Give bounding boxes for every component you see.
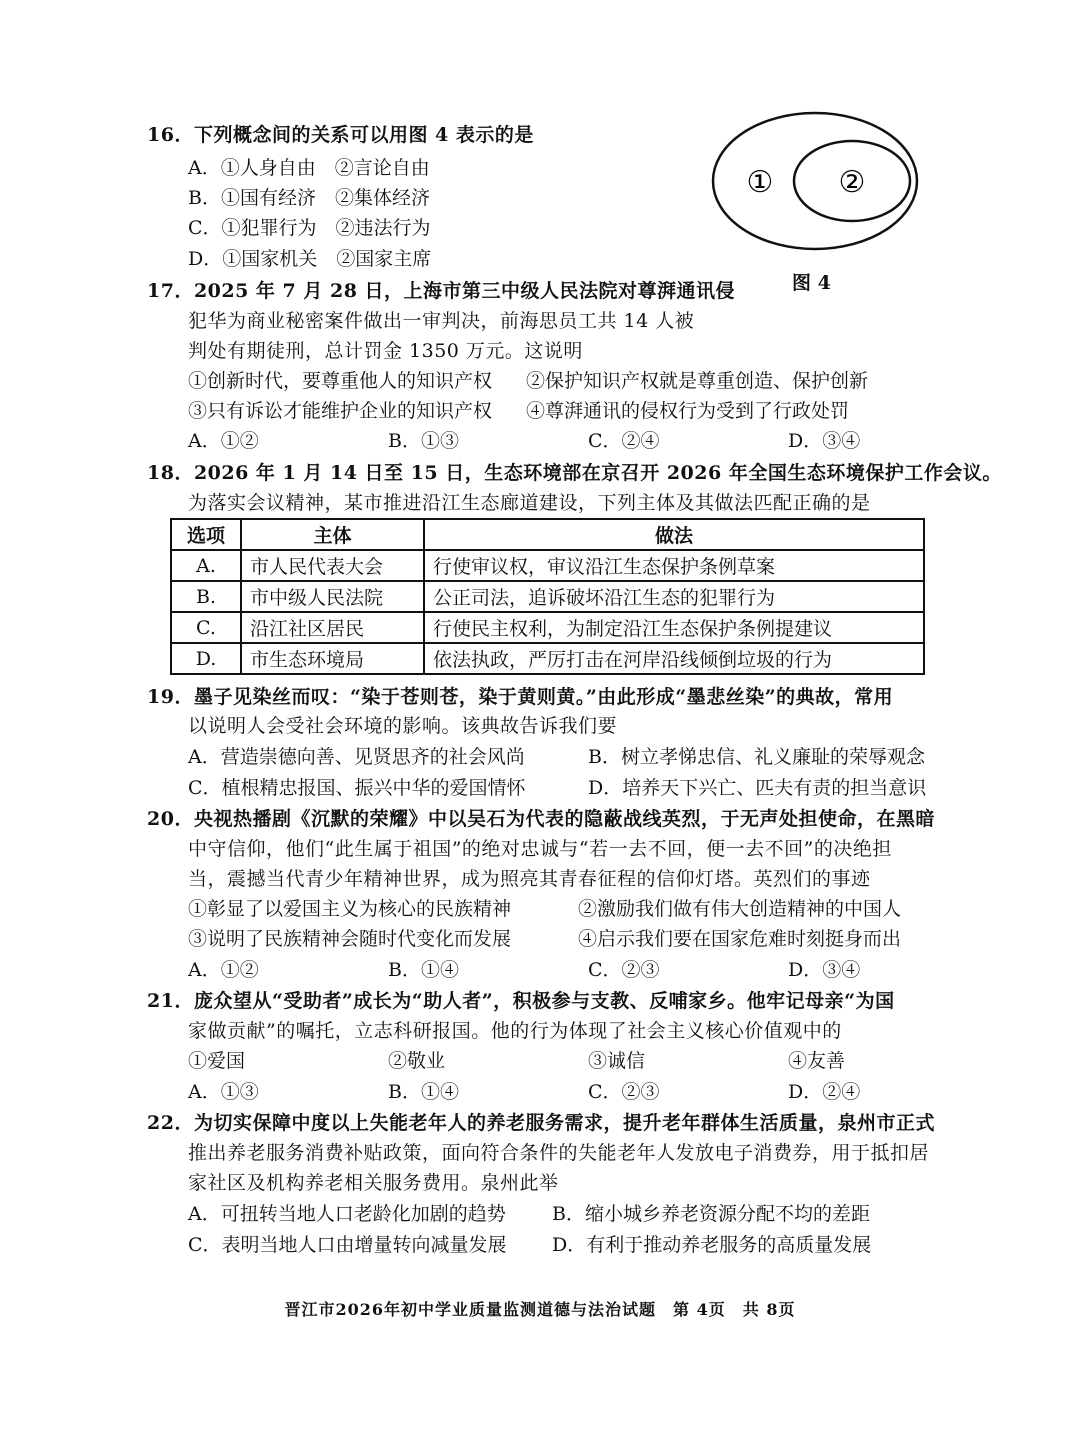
q17-choice-d: D．③④ xyxy=(788,430,861,452)
outer-label: ① xyxy=(746,165,774,200)
q17-choice-b: B．①③ xyxy=(388,430,459,452)
q17-stem-3: 判处有期徒刑，总计罚金 1350 万元。这说明 xyxy=(188,340,583,362)
q21-choice-d: D．②④ xyxy=(788,1081,861,1103)
table-row xyxy=(171,550,924,581)
row-b-practice: 公正司法，追诉破坏沿江生态的犯罪行为 xyxy=(424,581,924,612)
row-c-label: C. xyxy=(171,612,241,643)
row-d-practice: 依法执政，严厉打击在河岸沿线倾倒垃圾的行为 xyxy=(424,643,924,674)
q20-choice-b: B．①④ xyxy=(388,959,459,981)
q20-statement-1: ①彰显了以爱国主义为核心的民族精神 xyxy=(188,898,512,920)
q21-choice-c: C．②③ xyxy=(588,1081,660,1103)
q22-option-d: D．有利于推动养老服务的高质量发展 xyxy=(552,1234,872,1256)
q17-stem-1: 17．2025 年 7 月 28 日，上海市第三中级人民法院对尊湃通讯侵 xyxy=(147,280,736,302)
inner-label: ② xyxy=(838,165,866,200)
q21-choice-b: B．①④ xyxy=(388,1081,459,1103)
q17-choice-a: A．①② xyxy=(188,430,259,452)
q19-stem-2: 以说明人会受社会环境的影响。该典故告诉我们要 xyxy=(188,715,618,737)
q17-choice-c: C．②④ xyxy=(588,430,660,452)
q21-stem-1: 21．庞众望从“受助者”成长为“助人者”，积极参与支教、反哺家乡。他牢记母亲“为国 xyxy=(147,990,895,1012)
q20-stem-3: 当，震撼当代青少年精神世界，成为照亮其青春征程的信仰灯塔。英烈们的事迹 xyxy=(188,868,871,890)
q19-stem-1: 19．墨子见染丝而叹：“染于苍则苍，染于黄则黄。”由此形成“墨悲丝染”的典故，常用 xyxy=(147,686,894,708)
q18-stem-1: 18．2026 年 1 月 14 日至 15 日，生态环境部在京召开 2026 年全国生态环境保护工作会议。 xyxy=(147,462,1002,484)
q21-choice-a: A．①③ xyxy=(188,1081,259,1103)
header-option: 选项 xyxy=(171,519,241,550)
q17-statement-4: ④尊湃通讯的侵权行为受到了行政处罚 xyxy=(526,400,850,422)
q22-option-c: C．表明当地人口由增量转向减量发展 xyxy=(188,1234,507,1256)
outer-ellipse xyxy=(713,113,917,249)
row-c-subject: 沿江社区居民 xyxy=(241,612,424,643)
q20-statement-3: ③说明了民族精神会随时代变化而发展 xyxy=(188,928,512,950)
q17-stem-2: 犯华为商业秘密案件做出一审判决，前海思员工共 14 人被 xyxy=(188,310,695,332)
q18-table xyxy=(170,518,925,675)
q20-choice-d: D．③④ xyxy=(788,959,861,981)
q19-option-c: C．植根精忠报国、振兴中华的爱国情怀 xyxy=(188,777,526,799)
header-subject: 主体 xyxy=(241,519,424,550)
q20-stem-2: 中守信仰，他们“此生属于祖国”的绝对忠诚与“若一去不回，便一去不回”的决绝担 xyxy=(188,838,892,860)
row-a-subject: 市人民代表大会 xyxy=(241,550,424,581)
row-b-label: B. xyxy=(171,581,241,612)
q22-stem-3: 家社区及机构养老相关服务费用。泉州此举 xyxy=(188,1172,559,1194)
row-b-subject: 市中级人民法院 xyxy=(241,581,424,612)
q20-stem-1: 20．央视热播剧《沉默的荣耀》中以吴石为代表的隐蔽战线英烈，于无声处担使命，在黑暗 xyxy=(147,808,935,830)
q19-option-a: A．营造崇德向善、见贤思齐的社会风尚 xyxy=(188,746,525,768)
q16-option-a: A．①人身自由 ②言论自由 xyxy=(188,157,430,179)
figure-4-venn xyxy=(700,108,940,268)
q18-stem-2: 为落实会议精神，某市推进沿江生态廊道建设，下列主体及其做法匹配正确的是 xyxy=(188,492,871,514)
table-row xyxy=(171,643,924,674)
q20-choice-a: A．①② xyxy=(188,959,259,981)
q21-statement-3: ③诚信 xyxy=(588,1050,646,1072)
page-footer: 晋江市2026年初中学业质量监测道德与法治试题 第 4页 共 8页 xyxy=(284,1300,796,1319)
q16-stem: 16．下列概念间的关系可以用图 4 表示的是 xyxy=(147,124,534,146)
q20-choice-c: C．②③ xyxy=(588,959,660,981)
q22-option-b: B．缩小城乡养老资源分配不均的差距 xyxy=(552,1203,870,1225)
header-practice: 做法 xyxy=(424,519,924,550)
q20-statement-4: ④启示我们要在国家危难时刻挺身而出 xyxy=(578,928,902,950)
table-header-row xyxy=(171,519,924,550)
row-a-label: A. xyxy=(171,550,241,581)
q19-option-d: D．培养天下兴亡、匹夫有责的担当意识 xyxy=(588,777,927,799)
q21-statement-2: ②敬业 xyxy=(388,1050,446,1072)
q21-statement-1: ①爱国 xyxy=(188,1050,246,1072)
q17-statement-1: ①创新时代，要尊重他人的知识产权 xyxy=(188,370,493,392)
q20-statement-2: ②激励我们做有伟大创造精神的中国人 xyxy=(578,898,902,920)
q19-option-b: B．树立孝悌忠信、礼义廉耻的荣辱观念 xyxy=(588,746,925,768)
q21-stem-2: 家做贡献”的嘱托，立志科研报国。他的行为体现了社会主义核心价值观中的 xyxy=(188,1020,842,1042)
q16-option-c: C．①犯罪行为 ②违法行为 xyxy=(188,217,431,239)
q22-stem-1: 22．为切实保障中度以上失能老年人的养老服务需求，提升老年群体生活质量，泉州市正式 xyxy=(147,1112,935,1134)
row-d-label: D. xyxy=(171,643,241,674)
figure-caption: 图 4 xyxy=(792,272,831,294)
q22-stem-2: 推出养老服务消费补贴政策，面向符合条件的失能老年人发放电子消费券，用于抵扣居 xyxy=(188,1142,930,1164)
q16-option-b: B．①国有经济 ②集体经济 xyxy=(188,187,430,209)
row-d-subject: 市生态环境局 xyxy=(241,643,424,674)
row-c-practice: 行使民主权利，为制定沿江生态保护条例提建议 xyxy=(424,612,924,643)
row-a-practice: 行使审议权，审议沿江生态保护条例草案 xyxy=(424,550,924,581)
q21-statement-4: ④友善 xyxy=(788,1050,846,1072)
table-row xyxy=(171,581,924,612)
q17-statement-3: ③只有诉讼才能维护企业的知识产权 xyxy=(188,400,493,422)
q22-option-a: A．可扭转当地人口老龄化加剧的趋势 xyxy=(188,1203,506,1225)
q16-option-d: D．①国家机关 ②国家主席 xyxy=(188,248,432,270)
q17-statement-2: ②保护知识产权就是尊重创造、保护创新 xyxy=(526,370,869,392)
table-row xyxy=(171,612,924,643)
